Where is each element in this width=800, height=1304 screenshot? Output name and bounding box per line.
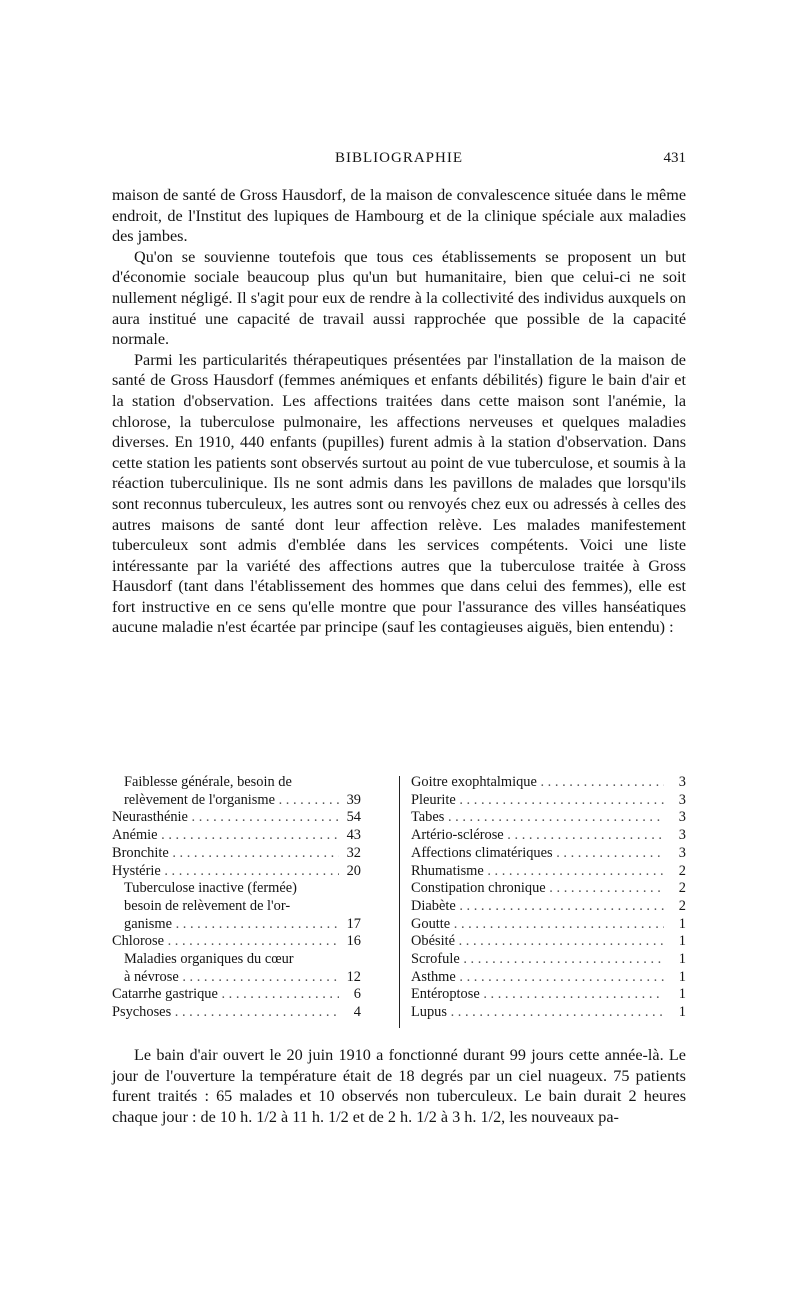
table-row (411, 916, 686, 934)
table-row (112, 933, 361, 951)
table-row (411, 933, 686, 951)
table-row (411, 845, 686, 863)
table-row (411, 827, 686, 845)
paragraph: Parmi les particularités thérapeutiques présentées par l'installation de la maison de santé de Gross Hausdorf (femmes anémiques et enfants débilités) figure le bain d'air et la station d'observation. Les affections traitées dans cette maison sont l'anémie, la chlorose, la tuberculose pulmonaire, les affections nerveuses et quelques maladies diverses. En 1910, 440 enfants (pupilles) furent admis à la station d'observation. Dans cette station les patients sont observés surtout au point de vue tuberculose, et soumis à la réaction tuberculinique. Ils ne sont admis dans les pavillons de malades que lorsqu'ils sont reconnus tuberculeux, les autres sont ou renvoyés chez eux ou adressés à celles des autres maisons de santé dont leur affection relève. Les malades manifestement tuberculeux sont admis d'emblée dans les services compétents. Voici une liste intéressante par la variété des affections autres que la tuberculose traitée à Gross Hausdorf (tant dans l'établissement des hommes que dans celui des femmes), elle est fort instructive en ce sens qu'elle montre que pour l'assurance des villes hanséatiques aucune maladie n'est écartée par principe (sauf les contagieuses aiguës, bien entendu) : (112, 350, 686, 637)
body-text (112, 185, 686, 638)
table-row (411, 809, 686, 827)
table-value: 3 (678, 791, 686, 808)
table-label: Obésité . . . (411, 933, 664, 951)
table-label: Catarrhe gastrique . . . (112, 986, 339, 1004)
table-label: Asthme . . . (411, 969, 664, 987)
table-value: 1 (678, 951, 686, 968)
table-row (112, 951, 361, 969)
table-value: 1 (678, 933, 686, 950)
table-label: relèvement de l'organisme . . . (112, 792, 339, 810)
table-row (112, 809, 361, 827)
table-row (411, 951, 686, 969)
column-divider (399, 776, 400, 1028)
table-column-right (411, 774, 686, 1022)
page-number: 431 (663, 150, 686, 166)
table-value: 2 (678, 880, 686, 897)
table-value: 3 (678, 774, 686, 790)
disease-table (112, 774, 686, 1032)
page-header (112, 148, 686, 172)
table-label: Maladies organiques du cœur (124, 951, 294, 968)
table-value: 1 (678, 968, 686, 985)
table-label: Affections climatériques . . . (411, 845, 664, 863)
table-row (411, 986, 686, 1004)
table-label: Psychoses . . . (112, 1004, 339, 1022)
table-value: 2 (678, 862, 686, 879)
table-value: 3 (678, 809, 686, 826)
running-head: BIBLIOGRAPHIE (335, 150, 463, 166)
table-row (411, 880, 686, 898)
table-row (112, 969, 361, 987)
table-value: 20 (346, 862, 361, 879)
table-label: Pleurite . . . (411, 792, 664, 810)
table-row (411, 969, 686, 987)
table-label: Tabes . . . (411, 809, 664, 827)
table-label: Goitre exophtalmique . . . (411, 774, 664, 792)
table-value: 1 (678, 986, 686, 1003)
table-row (411, 774, 686, 792)
table-row (411, 898, 686, 916)
table-label: Neurasthénie . . . (112, 809, 339, 827)
table-row (112, 774, 361, 792)
table-label: Hystérie . . . (112, 863, 339, 881)
table-label: Rhumatisme . . . (411, 863, 664, 881)
table-value: 3 (678, 844, 686, 861)
table-label: Scrofule . . . (411, 951, 664, 969)
paragraph: Qu'on se souvienne toutefois que tous ces établissements se proposent un but d'économie sociale beaucoup plus qu'un but humanitaire, bien que celui-ci ne soit nullement négligé. Il s'agit pour eux de rendre à la collectivité des individus auxquels on aura institué une capacité de travail aussi rapprochée que possible de la capacité normale. (112, 247, 686, 349)
table-label: à névrose . . . (112, 969, 339, 987)
table-column-left (112, 774, 361, 1022)
table-row (112, 986, 361, 1004)
table-value: 32 (346, 844, 361, 861)
table-row (112, 916, 361, 934)
table-value: 4 (353, 1004, 361, 1021)
table-label: besoin de relèvement de l'or- (124, 897, 291, 914)
table-label: Lupus . . . (411, 1004, 664, 1022)
table-value: 39 (346, 791, 361, 808)
table-label: Goutte . . . (411, 916, 664, 934)
table-label: Constipation chronique . . . (411, 880, 664, 898)
table-label: Chlorose . . . (112, 933, 339, 951)
table-value: 3 (678, 827, 686, 844)
table-value: 17 (346, 915, 361, 932)
table-label: Faiblesse générale, besoin de (124, 774, 292, 790)
paragraph: Le bain d'air ouvert le 20 juin 1910 a fonctionné durant 99 jours cette année-là. Le jour de l'ouverture la température était de 18 degrés par un ciel nuageux. 75 patients furent traités : 65 malades et 10 observés non tuberculeux. Le bain durait 2 heures chaque jour : de 10 h. 1/2 à 11 h. 1/2 et de 2 h. 1/2 à 3 h. 1/2, les nouveaux pa- (112, 1046, 686, 1126)
table-row (112, 898, 361, 916)
table-value: 2 (678, 897, 686, 914)
table-value: 12 (346, 968, 361, 985)
table-row (112, 880, 361, 898)
table-row (112, 1004, 361, 1022)
table-row (112, 863, 361, 881)
table-label: Artério-sclérose . . . (411, 827, 664, 845)
table-value: 54 (346, 809, 361, 826)
table-row (112, 827, 361, 845)
table-label: Bronchite . . . (112, 845, 339, 863)
table-label: Tuberculose inactive (fermée) (124, 880, 297, 897)
table-value: 1 (678, 915, 686, 932)
table-label: Entéroptose . . . (411, 986, 664, 1004)
paragraph: maison de santé de Gross Hausdorf, de la maison de convalescence située dans le même endroit, de l'Institut des lupiques de Hambourg et de la clinique spéciale aux maladies des jambes. (112, 186, 686, 246)
table-value: 16 (346, 933, 361, 950)
table-row (411, 1004, 686, 1022)
table-label: Diabète . . . (411, 898, 664, 916)
table-label: ganisme . . . (112, 916, 339, 934)
table-value: 6 (353, 986, 361, 1003)
table-row (411, 792, 686, 810)
table-row (112, 845, 361, 863)
table-value: 1 (678, 1004, 686, 1021)
body-text-continued (112, 1045, 686, 1127)
table-row (411, 863, 686, 881)
table-value: 43 (346, 827, 361, 844)
table-label: Anémie . . . (112, 827, 339, 845)
table-row (112, 792, 361, 810)
